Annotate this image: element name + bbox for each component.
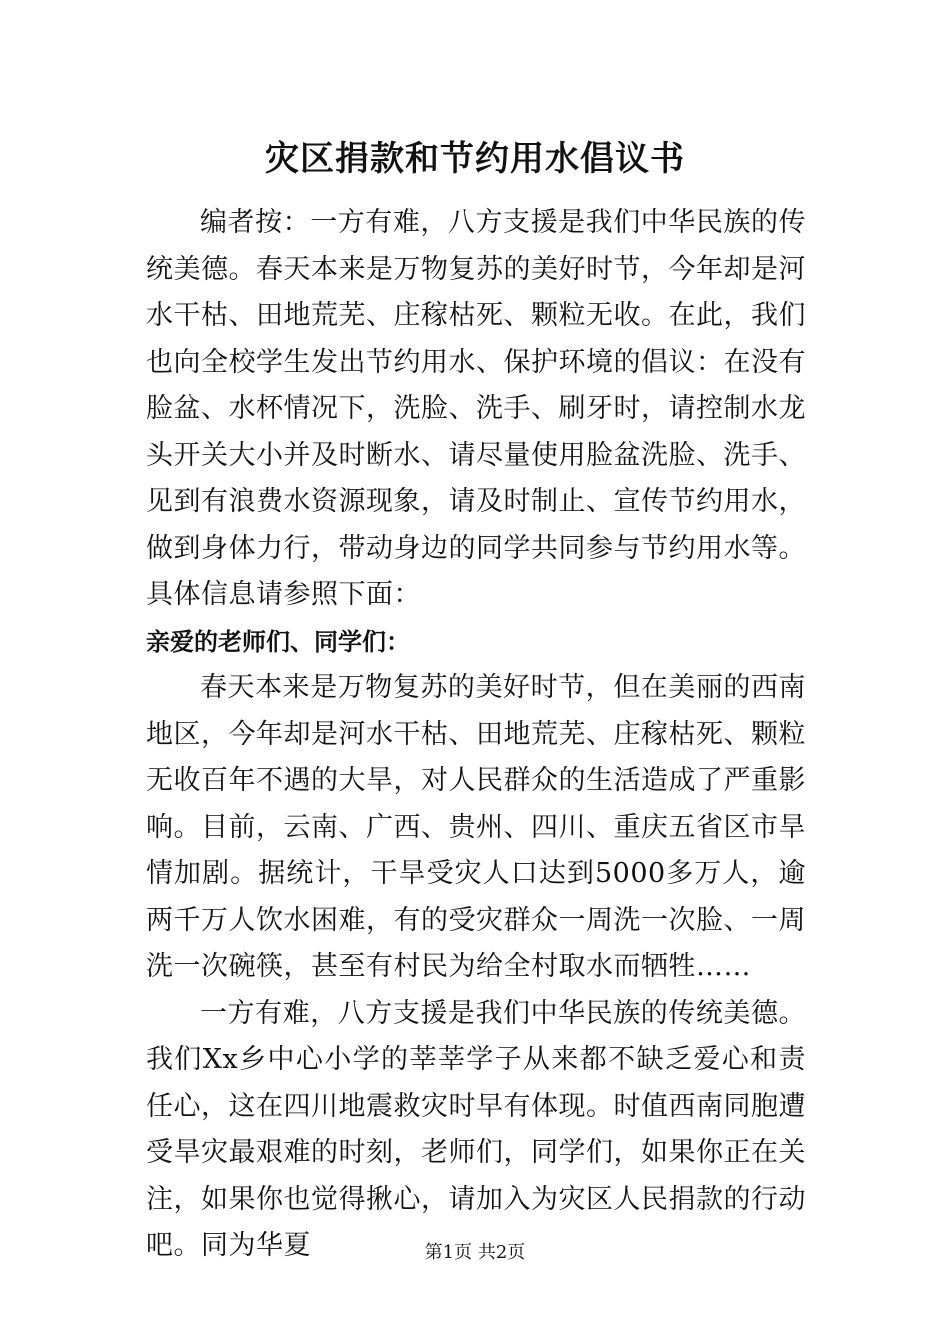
editor-note-paragraph: 编者按：一方有难，八方支援是我们中华民族的传统美德。春天本来是万物复苏的美好时节，今年却是河水干枯、田地荒芜、庄稼枯死、颗粒无收。在此，我们也向全校学生发出节约用水、保护环境的倡议：在没有脸盆、水杯情况下，洗脸、洗手、刷牙时，请控制水龙头开关大小并及时断水、请尽量使用脸盆洗脸、洗手、见到有浪费水资源现象，请及时制止、宣传节约用水，做到身体力行，带动身边的同学共同参与节约用水等。具体信息请参照下面：	[146, 207, 806, 610]
body-paragraph-1: 春天本来是万物复苏的美好时节，但在美丽的西南地区，今年却是河水干枯、田地荒芜、庄稼枯死、颗粒无收百年不遇的大旱，对人民群众的生活造成了严重影响。目前，云南、广西、贵州、四川、重庆五省区市旱情加剧。据统计，干旱受灾人口达到5000多万人，逾两千万人饮水困难，有的受灾群众一周洗一次脸、一周洗一次碗筷，甚至有村民为给全村取水而牺牲……	[146, 672, 806, 982]
salutation: 亲爱的老师们、同学们：	[146, 627, 410, 656]
page-footer: 第1页 共2页	[424, 1242, 526, 1263]
document-title: 灾区捐款和节约用水倡议书	[265, 139, 685, 179]
document-body	[146, 200, 806, 1270]
body-paragraph-2: 一方有难，八方支援是我们中华民族的传统美德。我们Xx乡中心小学的莘莘学子从来都不缺乏爱心和责任心，这在四川地震救灾时早有体现。时值西南同胞遭受旱灾最艰难的时刻，老师们，同学们，如果你正在关注，如果你也觉得揪心，请加入为灾区人民捐款的行动吧。同为华夏	[146, 997, 806, 1261]
